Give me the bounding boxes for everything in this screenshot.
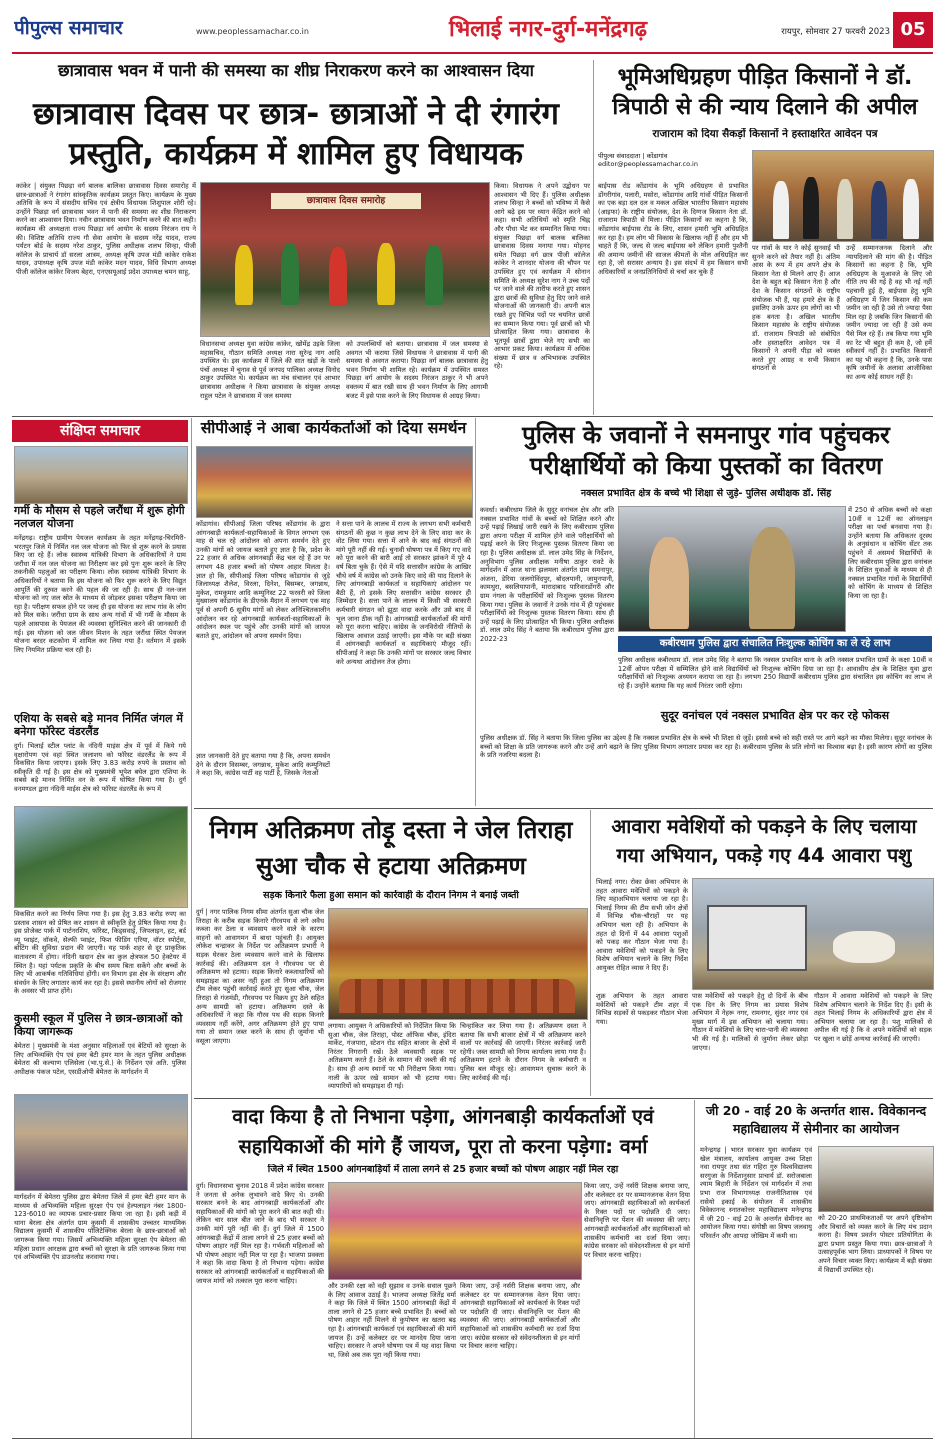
s4-box-body: पुलिस अधीक्षक कबीरधाम डॉ. लाल उमेद सिंह ने बताया कि नक्सल प्रभावित थाना के अति नक्सल प्रभावित ग्रामों के कक्षा 10वीं व 12वीं ओपन परीक्षा में सम्मिलित होने वाले विद्यार्थियों को निःशुल्क कोचिंग दिया जा रहा है। आवासीय क्षेत्र के शिक्षित युवा द्वारा परीक्षार्थियों को निःशुल्क अध्ययन कराया जा रहा है। लगभग 250 विद्यार्थी कबीरधाम पुलिस द्वारा संचालित इस कोचिंग का लाभ ले रहे हैं। उन्होंने बताया कि यह कार्य निरंतर जारी रहेगा। bbox=[618, 656, 932, 690]
s6-headline: आवारा मवेशियों को पकड़ने के लिए चलाया गया अभियान, पकड़े गए 44 आवारा पशु bbox=[611, 815, 917, 867]
person bbox=[649, 537, 689, 629]
person bbox=[903, 179, 919, 239]
vertical-rule bbox=[590, 810, 591, 1096]
s7-body-col3: किया जाए, उन्हें नर्सरी शिक्षक बनाया जाए, और कलेक्टर दर पर सम्मानजनक वेतन दिया जाए। आंगनबाड़ी सहायिकाओं को कार्यकर्ता के रिक्त पदों पर पदोन्नति दी जाए। सेवानिवृत्ति पर पेंशन की व्यवस्था की जाए। आंगनबाड़ी कार्यकर्ताओं और सहायिकाओं को शासकीय कर्मचारी का दर्जा दिया जाए। कांग्रेस सरकार को संवेदनशीलता से इन मांगों पर विचार करना चाहिए। bbox=[460, 1282, 580, 1351]
s1-photo-banner: छात्रावास दिवस समारोह bbox=[271, 193, 421, 209]
s2-headline: भूमिअधिग्रहण पीड़ित किसानों ने डॉ. त्रिपाठी से की न्याय दिलाने की अपील bbox=[612, 64, 918, 120]
sidebar-rule bbox=[191, 418, 192, 1438]
s2-body-col3: उन्हें सम्मानजनक दिलाने और न्यायदिलाने की मांग की है। पीड़ित किसानों का कहना है कि, भूमि अधिग्रहण के मुआवजे के लिए जो नीति तय की गई है वह भी नई नहीं पहचानी हुई है, बाईपास हेतु भूमि अधिग्रहण में जिन किसान की कम जमीन जा रही है उसे तो ज्यादा पैसा मिल रहा है जबकि जिन किसानों की जमीन ज्यादा जा रही है उसे कम पैसे मिल रहे हैं। तब किया गया भूमि का रेट भी बहुत ही कम है, जो हमें स्वीकार्य नहीं है। प्रभावित किसानों का यह भी कहना है कि, उनके पास कृषि जमीनों के अलावा आजीविका का अन्य कोई साधन नहीं है। bbox=[846, 244, 932, 381]
s1-headline: छात्रावास दिवस पर छात्र- छात्राओं ने दी रंगारंग प्रस्तुति, कार्यक्रम में शामिल हुए विधायक bbox=[33, 96, 559, 172]
sb3-body-cont: मार्गदर्शन में बेमेतरा पुलिस द्वारा बेमेतरा जिले में हमर बेटी हमर मान के माध्यम से अभिव्यक्ति महिला सुरक्षा ऐप एवं हेल्पलाइन नंबर 1800-123-6010 का व्यापक प्रचार-प्रसार किया जा रहा है। इसी कड़ी में थाना बेरला क्षेत्र अंतर्गत ग्राम कुसमी में शासकीय उच्चतर माध्यमिक विद्यालय कुसमी में शासकीय पॉलिटेक्निक बेरला के छात्र-छात्राओं को जागरूक किया गया। जिसमें अभिव्यक्ति महिला सुरक्षा ऐप बेमेतरा की महिला प्रधान आरक्षक द्वारा बच्चों को सुरक्षा के प्रति जागरूक किया गया एवं अभिव्यक्ति ऐप डाउनलोड करवाया गया। bbox=[14, 1193, 186, 1262]
s7-subhead: जिले में स्थित 1500 आंगनबाड़ियों में ताला लगने से 25 हजार बच्चों को पोषण आहार नहीं मिल रहा bbox=[267, 1164, 619, 1175]
sb2-body: दुर्ग। भिलाई स्टील प्लांट के नंदिनी माइंस क्षेत्र में पूर्व में किये गये वृक्षारोपण एवं वहां स्थित जलाशय को फॉरेस्ट वंडरलैंड के रूप में विकसित किया जाएगा। इसके लिए 3.83 करोड़ रुपये के प्रस्ताव को स्वीकृति दी गई है। इस क्षेत्र को मुख्यमंत्री भूपेश बघेल द्वारा एशिया के सबसे बड़े मानव निर्मित वन के रूप में घोषित किया गया है। दुर्ग वनमण्डल द्वारा नंदिनी माईस क्षेत्र को फॉरेस्ट वंडरलैंड के रूप में bbox=[14, 742, 186, 793]
vertical-rule bbox=[694, 1100, 695, 1438]
sb1-title: गर्मी के मौसम से पहले जरौंधा में शुरू होगी नलजल योजना bbox=[14, 504, 185, 530]
s4-box-title: कबीरधाम पुलिस द्वारा संचालित निःशुल्क कोचिंग का ले रहे लाभ bbox=[618, 636, 932, 652]
s7-body-col1: दुर्ग। विधानसभा चुनाव 2018 में प्रदेश कांग्रेस सरकार ने जनता से अनेक लुभावने वादे किए थे। उनकी सरकार बनने के बाद आंगनबाड़ी कार्यकर्ताओं और सहायिकाओं की मांगों को पूरा करने की बात कही थी। लेकिन चार साल बीत जाने के बाद भी सरकार ने उनकी मांगें पूरी नहीं की हैं। दुर्ग जिले में 1500 आंगनबाड़ी केंद्रों में ताला लगने से 25 हजार बच्चों को पोषण आहार नहीं मिल रहा है। गर्भवती महिलाओं को भी पोषण आहार नहीं मिल पा रहा है। भाजपा प्रवक्ता ने कहा कि वादा किया है तो निभाना पड़ेगा। कांग्रेस सरकार को आंगनबाड़ी कार्यकर्ताओं व सहायिकाओं की जायज मांगों को तत्काल पूरा करना चाहिए। bbox=[196, 1182, 324, 1285]
sidebar-header: संक्षिप्त समाचार bbox=[12, 420, 188, 442]
s6-body-col2: शुक्र अभियान के तहत आवारा मवेशियों को पकड़ने टीम शहर में विभिन्न सड़कों से पकड़कर गौठान भेजा गया। bbox=[596, 992, 688, 1026]
person bbox=[773, 181, 789, 239]
s1-kicker: छात्रावास भवन में पानी की समस्या का शीघ्र निराकरण करने का आश्वासन दिया bbox=[58, 62, 534, 80]
masthead-rule bbox=[12, 52, 933, 54]
sb3-photo bbox=[14, 1094, 188, 1191]
s7-body-col3b: किया जाए, उन्हें नर्सरी शिक्षक बनाया जाए, और कलेक्टर दर पर सम्मानजनक वेतन दिया जाए। आंगनबाड़ी सहायिकाओं को कार्यकर्ता के रिक्त पदों पर पदोन्नति दी जाए। सेवानिवृत्ति पर पेंशन की व्यवस्था की जाए। आंगनबाड़ी कार्यकर्ताओं और सहायिकाओं को शासकीय कर्मचारी का दर्जा दिया जाए। कांग्रेस सरकार को संवेदनशीलता से इन मांगों पर विचार करना चाहिए। bbox=[584, 1182, 690, 1259]
s5-body-col1: दुर्ग | नगर पालिक निगम सीमा अंतर्गत सुआ चौक जेल तिराहा के करीब सड़क किनारे गौरवपथ से लगे अवैध कब्जा कर ठेला व व्यवसाय करने वाले के कारण वाहनों को आवागमन में बाधा पहुंचती है। आयुक्त लोकेश चन्द्राकर के निर्देश पर अतिक्रमण प्रभारी ने सड़क घेरकर ठेला व्यवसाय करने वाले के खिलाफ कार्रवाई की। अतिक्रमण दल ने गौरवपथ पर से अतिक्रमण को हटाया। सड़क किनारे कब्जाधारियों को समझाइश का असर नहीं हुआ तो निगम अतिक्रमण टीम लेकर पहुंची कार्रवाई करते हुए सुआ चौक, जेल तिराहा से गंजमंडी, गौरवपथ पर विक्रय हुए ठेले सहित अन्य सामग्री को हटाया। अतिक्रमण दस्ते के अधिकारियों ने कहा कि गौरव पथ की सड़क किनारे व्यवसाय नहीं करेंगे, अगर अतिक्रमण होते हुए पाया गया तो समान जब्त करने के साथ ही जुर्माना भी वसूला जाएगा। bbox=[196, 908, 324, 1045]
s6-body-col1: भिलाई नगर। रोका छेका अभियान के तहत आवारा मवेशियों को पकड़ने के लिए महाअभियान चलाया जा रहा है। भिलाई निगम की टीम सभी जोन क्षेत्रों में विभिन्न चौक-चौराहों पर यह अभियान चला रही है। अभियान के तहत दो दिनों में 44 आवारा पशुओं को पकड़ कर गौठान भेजा गया है। आवारा मवेशियों को पकड़ने के लिए विशेष अभियान चलाने के लिए निर्देश आयुक्त रोहित व्यास ने दिए हैं। bbox=[596, 878, 688, 972]
s1-body-col3: को उपलब्धियों को बताया। छात्रावास में जल समस्या से अवगत भी कराया जिसे विधायक ने छात्रावास में पानी की समस्या से अवगत कराया। पिछड़ा वर्ग बालक छात्रावास हेतु भवन निर्माण भी शामिल रहे। कार्यक्रम में उपस्थित समस्त पिछड़ा वर्ग आयोग के सदस्य निरंजन ठाकुर ने भी अपने वक्तव्य में बात रखी साथ ही भवन निर्माण के लिए आगामी बजट में इसे पास करने के लिए विधायक से आग्रह किया। bbox=[346, 340, 488, 400]
s2-subhead: राजाराम को दिया सैकड़ों किसानों ने हस्ताक्षरित आवेदन पत्र bbox=[652, 128, 878, 140]
s3-photo-crowd bbox=[196, 446, 473, 518]
cow bbox=[833, 931, 895, 963]
s7-body-col2: और उनकी रक्षा को वही सुझाव व उनके सवाल पूछने के लिए आवाज उठाई है। भाजपा अध्यक्ष जितेंद्र वर्मा ने कहा कि जिले में स्थित 1500 आंगनबाड़ी केंद्रों में ताला लगने से 25 हजार बच्चे प्रभावित हैं। बच्चों को पोषण आहार नहीं मिलने से कुपोषण का खतरा बढ़ रहा है। आंगनबाड़ी कार्यकर्ता एवं सहायिकाओं की मांगें जायज हैं। उन्हें कलेक्टर दर पर मानदेय दिया जाना चाहिए। सरकार ने अपने घोषणा पत्र में यह वादा किया था, जिसे अब तक पूरा नहीं किया गया। bbox=[328, 1282, 456, 1359]
sb2-title: एशिया के सबसे बड़े मानव निर्मित जंगल में बनेगा फॉरेस्ट वंडरलैंड bbox=[14, 712, 183, 738]
s1-body-col4: किया। विधायक ने अपने उद्बोधन पर आश्वासन भी दिए हैं। पुलिस अधीक्षक शलभ सिन्हा ने बच्चों को भविष्य में कैसे आगे बढ़े इस पर ध्यान केंद्रित करने को कहा। सभी अतिथियों को स्मृति चिह्न और पौधा भेंट कर सम्मानित किया गया। संयुक्त पिछड़ा वर्ग बालक बालिका छात्रावास दिवस मनाया गया। मोहनद समेत पिछड़ा वर्ग छात्र पीजी कॉलेज कांकेर ने शानदार योजना की चौपन पर उपस्थित हुए एवं कार्यक्रम में सोनान समिति के अध्यक्ष सुरेश नाग ने उच्च पदों पर जाने वाले की तारीफ करते हुए शासन द्वारा छात्रों की सुविधा हेतु दिए जाने वाले योजनाओं की जानकारी दी। अपनी बात रखते हुए विभिन्न पदों पर चयनित छात्रों का सम्मान किया गया। पूर्व छात्रों को भी प्रोत्साहित किया गया। छात्रावास के भूतपूर्व छात्रों द्वारा भेजे गए सभी का आभार प्रकट किया। कार्यक्रम में अधिक संख्या में छात्र व अभिभावक उपस्थित रहे। bbox=[494, 182, 590, 371]
page-number: 05 bbox=[893, 12, 933, 48]
s3-body-col1: कोंडागांव। सीपीआई जिला परिषद कोंडागांव के द्वारा आंगनबाड़ी कार्यकर्ता-सहायिकाओं के विगत लगभग एक माह से चल रहे आंदोलन को अपना समर्थन देते हुए उनकी मांगों को जायज बताते हुए ज्ञात है कि, प्रदेश के 22 हजार से अधिक आंगनबाड़ी केंद्र चल रहे हैं उन पर लगभग 48 हजार बच्चों को पोषण आहार मिलता है। ज्ञात हो कि, सीपीआई जिला परिषद कोंडागांव से जुड़े जिलाध्यक्ष शैलेश, विरला, दिनेश, बिसम्बर, जगन्नाथ, मुकेश, रामकुमार आदि कम्युनिस्ट 22 फरवरी को जिला मुख्यालय कोंडागांव के डीएनके मैदान में लगभग एक माह पूर्व से अपनी 6 सूत्रीय मांगों को लेकर अनिश्चितकालीन आंदोलन कर रहे आंगनबाड़ी कार्यकर्ता-सहायिकाओं के आंदोलन स्थल पर पहुंचे और उनकी मांगों को जायज बताते हुए, आंदोलन को अपना समर्थन दिया। bbox=[196, 520, 330, 640]
s5-headline: निगम अतिक्रमण तोड़ू दस्ता ने जेल तिराहा सुआ चौक से हटाया अतिक्रमण bbox=[209, 816, 573, 880]
bottom-rule bbox=[12, 1438, 933, 1439]
s4-photo-books bbox=[618, 506, 846, 632]
city-title: भिलाई नगर-दुर्ग-मनेंद्रगढ़ bbox=[449, 17, 647, 42]
section-rule bbox=[12, 416, 933, 417]
s7-photo-protest bbox=[328, 1182, 582, 1280]
person bbox=[837, 179, 853, 239]
s6-photo-cattle bbox=[692, 878, 934, 990]
s4-body-col2: में 250 से अधिक बच्चों को कक्षा 10वीं व 12वीं का ऑनलाइन परीक्षा का पर्चा बनवाया गया है। उन्होंने बताया कि अधिकतर दूरस्थ के अनुसंधान व कोचिंग सेंटर तक पहुंचने में असमर्थ विद्यार्थियों के लिए कबीरधाम पुलिस द्वारा वनांचल के शिक्षित युवाओं के माध्यम से ही नक्सल प्रभावित गांवों के विद्यार्थियों को कोचिंग के माध्यम से शिक्षित किया जा रहा है। bbox=[848, 506, 932, 600]
s5-body-col3: चिन्हांकित कर लिया गया है। अतिक्रमण दस्ता ने बताया कि सभी बाजार क्षेत्रों में भी अतिक्रमण करने वालों पर कार्रवाई की जाएगी। निरंतर कार्रवाई जारी रहेगी। जब्त सामग्री को निगम कार्यालय लाया गया है। अतिक्रमण हटाने के दौरान निगम के कर्मचारी व पुलिस बल मौजूद रहे। आवागमन सुचारू करने के लिए कार्रवाई की गई। bbox=[460, 1022, 586, 1082]
s2-body-col2: पर गांवों के यार ने कोई सुनवाई भी सुनने करने को तैयार नहीं है। अंतिम आस के रूप में हम अपने क्षेत्र के किसान नेता से मिलने आए हैं। आज देश के बहुत बड़े किसान नेता है और देश के किसान संगठनों के राष्ट्रीय संयोजक भी हैं, यह हमारे क्षेत्र के हैं इसलिए उनके ऊपर हम लोगों का भी हक बनता है। अखिल भारतीय किसान महासंघ के राष्ट्रीय संयोजक डॉ. राजाराम त्रिपाठी को संबोधित और हस्ताक्षरित आवेदन पत्र में किसानों ने अपनी पीड़ा को व्यक्त करते हुए आग्रह व सभी किसान संगठनों से bbox=[752, 244, 840, 373]
s2-byline-place: कोंडागांव bbox=[646, 152, 668, 160]
vertical-rule bbox=[593, 60, 594, 415]
dancer bbox=[377, 243, 395, 305]
s4-box2-body: पुलिस अधीक्षक डॉ. सिंह ने बताया कि जिला पुलिस का उद्देश्य है कि नक्सल प्रभावित क्षेत्र के बच्चे भी शिक्षा से जुड़ें। इससे बच्चे को सही रास्ते पर आगे बढ़ने का मौका मिलेगा। सुदूर वनांचल के बच्चों को शिक्षा के प्रति जागरूक करने और उन्हें आगे बढ़ाने के लिए पुलिस विभाग लगातार प्रयास कर रहा है। कबीरधाम पुलिस के प्रति लोगों का विश्वास बढ़ा है। इसी कारण लोगों का पुलिस के प्रति नजरिया बदला है। bbox=[480, 734, 932, 760]
s5-photo-market bbox=[328, 908, 588, 1020]
masthead-website: www.peoplessamachar.co.in bbox=[196, 27, 309, 36]
sb3-body: बेमेतरा | मुख्यमंत्री के मंशा अनुसार महिलाओं एवं बेटियों को सुरक्षा के लिए अभिव्यक्ति ऐप एवं हमर बेटी हमर मान के तहत पुलिस अधीक्षक बेमेतरा श्री कल्याण एलिसेला (भा.पु.से.) के निर्देशन एवं अति. पुलिस अधीक्षक पंकज पटेल, एसडीओपी बेमेतरा के मार्गदर्शन में bbox=[14, 1042, 186, 1076]
dateline: रायपुर, सोमवार 27 फरवरी 2023 bbox=[781, 27, 890, 37]
section-rule bbox=[194, 1098, 933, 1099]
sb2-photo bbox=[14, 806, 188, 908]
section-rule bbox=[194, 808, 933, 809]
s8-body-col2: को 20-20 प्राथमिकताओं पर अपने दृष्टिकोण और विचारों को व्यक्त करने के लिए मंच प्रदान करना है। विषय प्रवर्तन पोस्टर प्रतियोगिता के द्वारा प्रभाग प्रस्तुत किया गया। छात्र-छात्राओं ने उत्साहपूर्वक भाग लिया। प्राध्यापकों ने विषय पर अपने विचार व्यक्त किए। कार्यक्रम में बड़ी संख्या में विद्यार्थी उपस्थित रहे। bbox=[818, 1214, 932, 1274]
person bbox=[871, 181, 887, 239]
masthead-logo: पीपुल्स समाचार bbox=[14, 17, 123, 39]
dancer bbox=[329, 247, 347, 305]
s4-subhead: नक्सल प्रभावित क्षेत्र के बच्चे भी शिक्षा से जुड़े- पुलिस अधीक्षक डॉ. सिंह bbox=[580, 488, 832, 499]
vertical-rule bbox=[475, 418, 476, 806]
s2-byline-name: पीपुल्स संवाददाता bbox=[598, 152, 641, 160]
s4-headline: पुलिस के जवानों ने समनापुर गांव पहुंचकर परीक्षार्थियों को किया पुस्तकों का वितरण bbox=[522, 421, 890, 480]
sb3-title: कुसमी स्कूल में पुलिस ने छात्र-छात्राओं को किया जागरूक bbox=[14, 1012, 183, 1038]
sb1-body: मनेंद्रगढ़। राष्ट्रीय ग्रामीण पेयजल कार्यक्रम के तहत मनेंद्रगढ़-चिरमिरी-भरतपुर जिले में निर्मित नल जल योजना को फिर से शुरू करने के प्रयास किए जा रहे हैं। लोक स्वास्थ्य यांत्रिकी विभाग के अधिकारियों ने ग्राम जरौंधा में नल जल योजना का निरीक्षण कर इसे पुनः शुरू करने के लिए तकनीकी पहलुओं का परीक्षण किया। लोक स्वास्थ्य यांत्रिकी विभाग के अधिकारियों ने बताया कि इस योजना को फिर शुरू करने के लिए विद्युत आपूर्ति की दुरुस्त करने की पहल की जा रही है। साथ ही नल-जल योजना को नए जल स्रोत के माध्यम से जोड़कर इसका परीक्षण किया जा रहा है। परीक्षण सफल होने पर जल्द ही इस योजना का लाभ गांव के लोग को मिल सके। जरौंधा ग्राम के साथ अन्य गांवों में भी गर्मी के मौसम के पहले आसपास के पेयजल की व्यवस्था सुनिश्चित करने की जानकारी दी गई। इस योजना को जल जीवन मिशन के तहत जरौंधा स्थित पेयजल योजना बरदर कटकोना में शामिल कर लिया गया है। वर्तमान में इसके लिए नियमित प्रक्रिया चल रही है। bbox=[14, 534, 186, 654]
truck bbox=[707, 905, 807, 971]
s2-byline bbox=[598, 152, 748, 176]
police-officer bbox=[749, 527, 795, 629]
pots bbox=[339, 979, 575, 1013]
s1-body-col2: विधानसभा अध्यक्ष युवा कांग्रेस कांकेर, खोमेंद्र उइके जिला महासचिव, गौठान समिति अध्यक्ष नारा सुरेन्द्र नाग आदि उपस्थित थे। इस कार्यक्रम में जिले की सात खंड़ों के पालो पंचों अध्यक्ष में चुनाव से पूर्व जनपद पालिका अध्यक्ष विनोद ठाकुर उपस्थित थे। कार्यक्रम का मंच संचालन एवं आभार छात्रावास अधीक्षक ने किया छात्रावास के संयुक्त अध्यक्ष राहुल पटेल ने छात्रावास में जल समस्या bbox=[200, 340, 340, 400]
s8-photo-seminar bbox=[818, 1146, 934, 1212]
s6-body-col4: गौठान में आवारा मवेशियों को पकड़ने के लिए विशेष अभियान चलाने के निर्देश दिए हैं। इसी के तहत भिलाई निगम के अधिकारियों द्वारा क्षेत्र में अभियान चलाया जा रहा है। पशु मालिकों से अपील की गई है कि वे अपने मवेशियों को सड़क पर खुला न छोड़ें अन्यथा कार्रवाई की जाएगी। bbox=[814, 992, 932, 1043]
s1-body-col1: कांकेर | संयुक्त पिछड़ा वर्ग बालक बालिका छात्रावास दिवस समारोह में छात्र-छात्राओं ने रंगारंग सांस्कृतिक कार्यक्रम प्रस्तुत किए। कार्यक्रम के मुख्य अतिथि के रूप में संसदीय सचिव एवं क्षेत्रीय विधायक शिशुपाल शोरी रहे। उन्होंने पिछड़ा वर्ग छात्रावास भवन में पानी की समस्या का शीघ्र निराकरण करने का आश्वासन दिया। नवीन छात्रावास भवन निर्माण करने की बात कही। कार्यक्रम की अध्यक्षता राज्य पिछड़ा वर्ग आयोग के सदस्य निरंजन राय ने की। विशिष्ट अतिथि राज्य गौ सेवा आयोग के सदस्य नरेंद्र यादव, राज्य पर्यटन बोर्ड के सदस्य नरेश ठाकुर, पुलिस अधीक्षक शलभ सिन्हा, पीजी कॉलेज के प्राचार्य डॉ सरला आत्रम, अध्यक्ष कृषि उपज मंडी कांकेर राकेश यादव, उपाध्यक्ष कृषि उपज मंडी कांकेर मदन यादव, विधि विभाग अध्यक्ष पीजी कॉलेज कांकेर विजय बेहरा, एनएसयूआई प्रदेश उपाध्यक्ष चमन साहू, bbox=[16, 182, 196, 276]
s8-headline: जी 20 - वाई 20 के अन्तर्गत शास. विवेकानन्द महाविद्यालय में सेमीनार का आयोजन bbox=[705, 1103, 927, 1136]
s5-subhead: सड़क किनारे फैला हुआ समान को कार्रवाही के दौरान निगम ने बनाई जब्ती bbox=[263, 890, 519, 901]
s4-box2-title: सुदूर वनांचल एवं नक्सल प्रभावित क्षेत्र पर कर रहे फोकस bbox=[660, 709, 890, 722]
s2-byline-sep: | bbox=[642, 152, 647, 160]
dancer bbox=[281, 243, 299, 305]
sb1-photo bbox=[14, 446, 188, 504]
sb2-body-cont: विकसित करने का निर्णय लिया गया है। इस हेतु 3.83 करोड़ रुपए का प्रस्ताव शासन को प्रेषित कर शासन से स्वीकृति हेतु प्रेषित किया गया है। इस प्रोजेक्ट पार्क में पार्टनरशिप, फॉरेस्ट, किड्सवाई, जिपलाइन, हट, बर्ड व्यू प्वाइंट, वॉकवे, सेल्फी प्वाइंट, फिश फीडिंग एरिया, वॉटर स्पोर्ट्स, बोटिंग की सुविधा प्रदान की जाएगी। यह पार्क शहर से दूर प्राकृतिक वातावरण में होगा। नंदिनी खदान क्षेत्र का कुल क्षेत्रफल 50 हेक्टेयर में स्थित है। यहां पर्यटक प्रकृति के बीच समय बिता सकेंगे और बच्चों के लिए भी आकर्षक गतिविधियां होंगी। वन विभाग इस क्षेत्र के संरक्षण और संवर्धन के लिए लगातार कार्य कर रहा है। इससे स्थानीय लोगों को रोजगार के अवसर भी प्राप्त होंगे। bbox=[14, 910, 186, 996]
dancer bbox=[235, 245, 253, 305]
s8-body-col1: मनेन्द्रगढ़ | भारत सरकार युवा कार्यक्रम एवं खेल मंत्रालय, कार्यालय आयुक्त उच्च शिक्षा नवा रायपुर तथा संत गहिरा गुरु विश्वविद्यालय सरगुजा के निर्देशानुसार प्राचार्य डॉ. सरोजबाला श्याम बिहारी के निर्देशन एवं मार्गदर्शन में तथा प्रभा राज विभागाध्यक्ष राजनीतिशास्त्र एवं रासेयो इकाई के संयोजन में शासकीय विवेकानन्द स्नातकोत्तर महाविद्यालय मनेन्द्रगढ़ में जी 20 - वाई 20 के अन्तर्गत सेमीनार का आयोजन किया गया। संगोष्ठी का विषय जलवायु परिवर्तन और आपदा जोखिम में कमी था। bbox=[700, 1146, 812, 1240]
s3-headline: सीपीआई ने आबा कार्यकर्ताओं को दिया समर्थन bbox=[200, 420, 467, 437]
s1-photo-dance bbox=[200, 182, 490, 337]
s2-photo-farmers bbox=[752, 150, 934, 242]
person bbox=[803, 177, 819, 239]
s4-body-col1: कवर्धा। कबीरधाम जिले के सुदूर वनांचल क्षेत्र और अति नक्सल प्रभावित गांवों के बच्चों को शिक्षित करने और उन्हें पढ़ाई लिखाई जारी रखने के लिए कबीरधाम पुलिस द्वारा अपना परीक्षा में शामिल होने वाले परीक्षार्थियों को पढ़ाई करने के लिए निःशुल्क पुस्तक वितरण किया जा रहा है। पुलिस अधीक्षक डॉ. लाल उमेद सिंह के निर्देशन, अनुविभाग पुलिस अधीक्षक मनीषा ठाकुर रावटे के मार्गदर्शन में आज थाना झलमला अंतर्गत ग्राम समनापुर, अंजना, डेरिया जलगोविंदपुर, बोदलपानी, जामुनपानी, कामथुरा, बसलियापानी, मारादाबाद पारिवारडोंगरी और ग्राम नंगला के परीक्षार्थियों को निःशुल्क पुस्तक वितरण किया गया। पुलिस के जवानों ने उनके गांव में ही पहुंचकर परीक्षार्थियों को निःशुल्क पुस्तक वितरण किया। साथ ही उन्हें पढ़ाई के लिए प्रोत्साहित भी किया। पुलिस अधीक्षक डॉ. लाल उमेद सिंह ने बताया कि कबीरधाम पुलिस द्वारा 2022-23 bbox=[480, 506, 614, 643]
s7-headline: वादा किया है तो निभाना पड़ेगा, आंगनबाड़ी कार्यकर्ताओं एवं सहायिकाओं की मांगे हैं जायज, पूरा तो करना पड़ेगा: वर्मा bbox=[232, 1105, 654, 1158]
s6-body-col3: पास मवेशियों को पकड़ने हेतु दो दिनों के बीच एक दिन के लिए निगम का प्रयास विशेष अभियान में नेहरू नगर, रामनगर, सुंदर नगर एवं मुख्य मार्ग में इस अभियान को चलाया गया। गौठान में मवेशियों के लिए चारा-पानी की व्यवस्था भी की गई है। मालिकों से जुर्माना लेकर छोड़ा जाएगा। bbox=[692, 992, 808, 1052]
s2-byline-email: editor@peoplessamachar.co.in bbox=[598, 160, 698, 168]
s3-body-col2: ने सत्ता पाने के लालच में राज्य के लगभग सभी कर्मचारी संगठनों की कुछ न कुछ लाभ देने के लिए वादा कर के वोट लिया गया। सत्ता में आने के बाद कई संगठनों की मांगे पूरी नहीं की गईं। चुनावी घोषणा पत्र में किए गए वादे को पूरा करने की बारी आई तो सरकार झांकने में पूरे 4 वर्ष बिता चुके हैं। ऐसे में यदि सत्तासीन कांग्रेस के आखिर चौथे वर्ष में कांग्रेस को उनके किए वादे की याद दिलाने के लिए आंगनबाड़ी कार्यकर्ता व सहायिकाएं आंदोलन पर बैठी हैं, तो इसके लिए सत्तासीन कांग्रेस सरकार ही जिम्मेदार है। सत्ता पाने के लालच में किसी भी सरकारी कर्मचारी संगठन को झूठा वादा करके और उसे बाद में भूल जाना ठीक नहीं है। आंगनबाड़ी कार्यकर्ताओं की मांगों को पूरा करना चाहिए। कांग्रेस के जनविरोधी नीतियों के खिलाफ आवाज उठाई जाएगी। इस मौके पर बड़ी संख्या में आंगनबाड़ी कार्यकर्ता व सहायिकाएं मौजूद रहीं। सीपीआई ने कहा कि उनकी मांगों पर सरकार जल्द विचार करे अन्यथा आंदोलन तेज होगा। bbox=[336, 520, 471, 666]
dancer bbox=[425, 245, 443, 305]
s3-body-col1b: ज्ञात जानकारी देते हुए बताया गया है कि, अपना समर्थन देने के दौरान विसम्बर, जगन्नाथ, मुकेश आदि कम्युनिस्टों ने कहा कि, कांग्रेस पार्टी वह पार्टी है, जिसके नेताओं bbox=[196, 752, 330, 778]
s5-body-col2: लगाया। आयुक्त ने अधिकारियों को निर्देशित किया कि सुआ चौक, जेल तिराहा, पोस्ट ऑफिस चौक, इंदिरा मार्केट, गंजपारा, स्टेशन रोड सहित बाजार के क्षेत्रों में निरंतर निगरानी रखें। ठेले व्यवसायी सड़क पर अतिक्रमण करते हैं। ठेले के सामान की जब्ती की गई है। साथ ही अन्य स्थानों पर भी निरीक्षण किया गया। नाली के ऊपर रखे सामान को भी हटाया गया। व्यापारियों को समझाइश दी गई। bbox=[328, 1022, 456, 1091]
s2-body-col1: बाईपास रोड कोंडागांव के भूमि अधिग्रहण से प्रभावित डोंगरीगांव, पलारी, मसोरा, कोंडागांव आदि गांवों पीड़ित किसानों का एक बड़ा दल दल व मकल अखिल भारतीय किसान महासंघ (आइफा) के राष्ट्रीय संयोजक, देश के दिग्गज किसान नेता डॉ. राजाराम त्रिपाठी से मिला। पीड़ित किसानों का कहना है कि, कोंडागांव बाईपास रोड के लिए, शासन हमारी भूमि अधिग्रहित कर रहा है। हम लोग भी विकास के खिलाफ नहीं हैं और हम भी चाहते हैं कि, जल्द से जल्द बाईपास बने लेकिन हमारी पुश्तैनी की अमान्य जमीनों की साजल कीमतों के मोल अधिग्रहित कर रहा है, जो सरासर अन्याय है। इस संदर्भ में हम किसान सभी अधिकारियों व जनप्रतिनिधियों से चर्चा कर चुके हैं bbox=[598, 182, 748, 276]
